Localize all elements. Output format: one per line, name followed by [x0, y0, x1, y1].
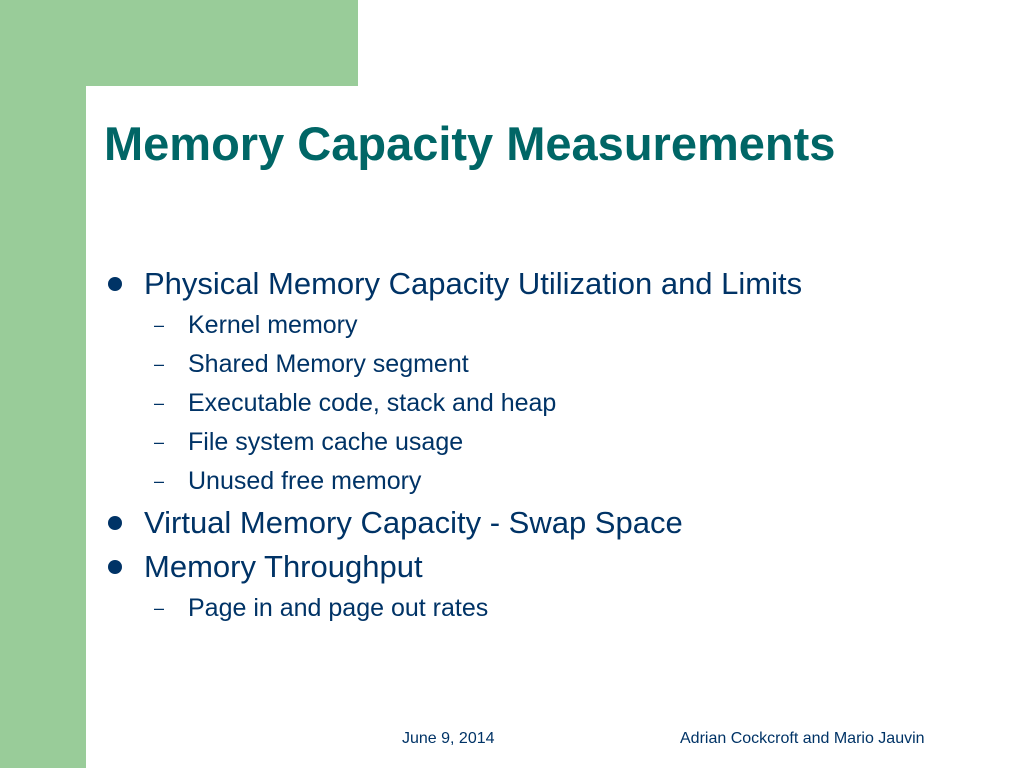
dash-icon: – — [154, 315, 165, 335]
dash-icon: – — [154, 354, 165, 374]
sub-bullet-item — [104, 345, 984, 384]
bullet-dot-icon — [108, 516, 122, 530]
sub-bullet-text: Unused free memory — [188, 467, 422, 495]
footer-author: Adrian Cockcroft and Mario Jauvin — [680, 730, 925, 747]
sub-bullet-text: Shared Memory segment — [188, 350, 469, 378]
dash-icon: – — [154, 432, 165, 452]
sub-bullet-text: File system cache usage — [188, 428, 464, 456]
bullet-item — [104, 262, 984, 306]
sub-bullet-text: Executable code, stack and heap — [188, 389, 557, 417]
sub-bullet-item — [104, 589, 984, 628]
bullet-dot-icon — [108, 560, 122, 574]
bullet-dot-icon — [108, 277, 122, 291]
bullet-item — [104, 545, 984, 589]
dash-icon: – — [154, 598, 165, 618]
sub-bullet-text: Kernel memory — [188, 311, 358, 339]
dash-icon: – — [154, 393, 165, 413]
bullet-item — [104, 501, 984, 545]
sub-bullet-item — [104, 306, 984, 345]
bullet-text: Memory Throughput — [144, 549, 423, 584]
bullet-text: Virtual Memory Capacity - Swap Space — [144, 505, 683, 540]
sub-bullet-item — [104, 462, 984, 501]
bullet-text: Physical Memory Capacity Utilization and Limits — [144, 266, 803, 301]
sub-bullet-text: Page in and page out rates — [188, 594, 489, 622]
sub-bullet-item — [104, 423, 984, 462]
sub-bullet-item — [104, 384, 984, 423]
bullet-list — [104, 262, 984, 628]
dash-icon: – — [154, 471, 165, 491]
footer-date: June 9, 2014 — [402, 730, 495, 747]
slide-title: Memory Capacity Measurements — [104, 117, 836, 170]
green-top-band — [0, 0, 358, 86]
green-sidebar — [0, 0, 86, 768]
